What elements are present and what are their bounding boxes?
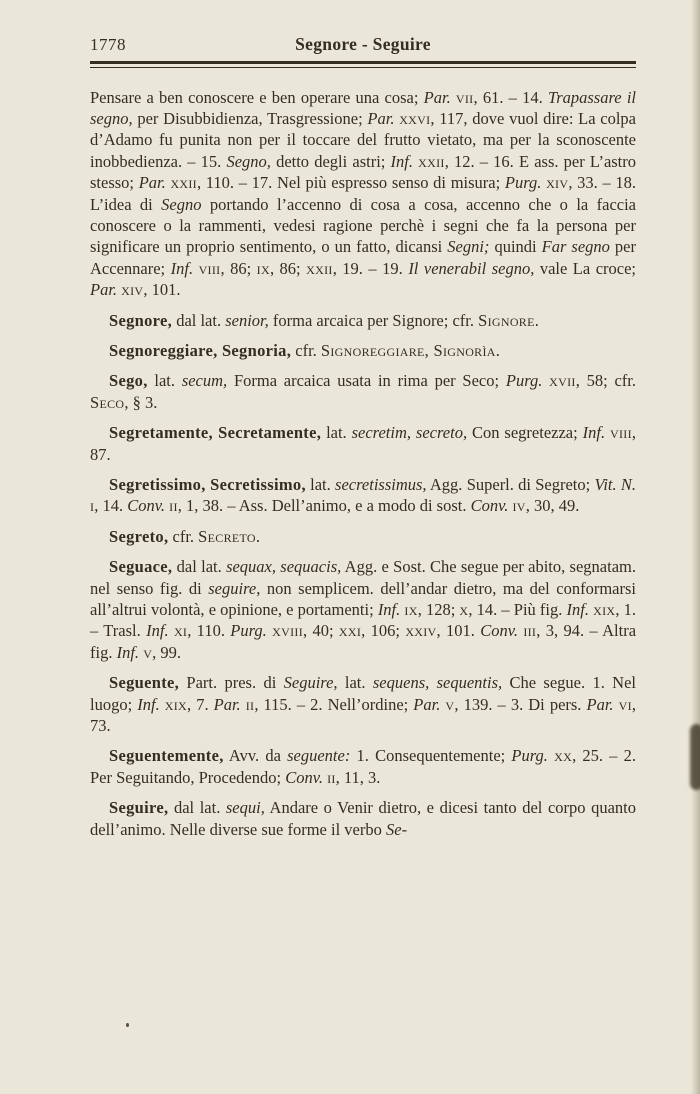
small-caps-reference: xvii <box>549 371 576 391</box>
entry-paragraph <box>90 340 636 361</box>
headword: Seguire, <box>109 798 169 818</box>
small-caps-reference: Signore. <box>478 310 540 330</box>
small-caps-reference: iv <box>512 496 526 516</box>
headword: Segreto, <box>109 526 169 546</box>
small-caps-reference: x <box>459 600 469 620</box>
text-run: Part. pres. di <box>179 673 284 693</box>
text-run: forma arcaica per Signore; cfr. <box>268 310 479 330</box>
italic-text: Inf. <box>170 258 194 278</box>
text-run: , 14. – Più fig. <box>468 600 567 620</box>
text-run: vale La croce; <box>534 258 637 278</box>
small-caps-reference: vii <box>455 87 474 107</box>
text-run: Forma arcaica usata in rima per Seco; <box>227 371 506 391</box>
paragraph <box>90 87 636 301</box>
italic-text: Par. <box>213 694 241 714</box>
italic-text: Purg. <box>505 371 543 391</box>
text-run: lat. <box>321 423 352 443</box>
italic-text: Par. <box>586 694 614 714</box>
scan-artifact-smudge <box>690 724 700 790</box>
text-run: , 110. <box>187 621 231 641</box>
small-caps-reference: xx <box>554 746 573 766</box>
small-caps-reference: vi <box>618 694 632 714</box>
text-run: , 87. <box>90 423 636 464</box>
italic-text: Purg. <box>230 621 267 641</box>
text-run: lat. <box>147 371 182 391</box>
small-caps-reference: xxi <box>338 621 362 641</box>
italic-text: seguire, <box>208 578 261 598</box>
small-caps-reference: xxiv <box>405 621 437 641</box>
italic-text: sequi, <box>225 798 265 818</box>
text-run: , 117, dove vuol dire: La colpa d’Adamo fu punita non per il toccare del frutto vietato, ma per la sconoscente inobbedienza. – 15. <box>90 108 637 171</box>
italic-text: Par. <box>413 694 441 714</box>
italic-text: Seguire, <box>283 673 338 693</box>
text-run: , 86; <box>220 258 257 278</box>
text-run: dal lat. <box>172 310 226 330</box>
text-run: , 86; <box>269 258 307 278</box>
small-caps-reference: xviii <box>272 621 303 641</box>
italic-text: sequens, sequentis, <box>372 673 503 693</box>
small-caps-reference: xxii <box>306 258 333 278</box>
text-run: , 3, 94. – Altra fig. <box>90 621 637 662</box>
text-run: , 7. <box>187 694 214 714</box>
text-run: Pensare a ben conoscere e ben operare una cosa; <box>90 87 424 107</box>
running-head: Segnore - Seguire <box>295 34 431 54</box>
text-run: , 128; <box>417 600 460 620</box>
italic-text: Par. <box>90 280 118 300</box>
headword: Segnore, <box>109 310 173 330</box>
text-run: Che segue. 1. Nel luogo; <box>90 673 636 714</box>
small-caps-reference: xxii <box>170 173 197 193</box>
italic-text: Far segno <box>541 237 610 257</box>
headword: Segretissimo, Secretissimo, <box>109 475 306 494</box>
text-run: , 115. – 2. Nell’ordine; <box>254 694 414 714</box>
page-header <box>90 34 636 57</box>
entry-paragraph <box>90 672 636 736</box>
headword: Seguente, <box>109 673 180 693</box>
page-body <box>90 87 636 841</box>
text-run: , 61. – 14. <box>473 87 548 107</box>
headword: Sego, <box>109 371 148 391</box>
header-rule-thick <box>90 61 636 64</box>
italic-text: Conv. <box>285 767 323 787</box>
text-run: portando l’accenno di cosa a cosa, accenno che o la faccia conoscere o la rammenti, vedesi ragione perchè i segni che fa la persona per significare un proprio sentimento, o un fatto, dicansi <box>90 194 637 257</box>
small-caps-reference: ix <box>404 600 418 620</box>
small-caps-reference: viii <box>198 258 221 278</box>
scan-artifact-dot <box>126 1023 129 1027</box>
small-caps-reference: ii <box>169 496 178 516</box>
italic-text: Par. <box>423 87 451 107</box>
entry-paragraph <box>90 797 636 840</box>
italic-text: Purg. <box>511 746 548 766</box>
italic-text: senior, <box>225 310 269 330</box>
text-run: quindi <box>489 237 542 257</box>
text-run: cfr. <box>168 526 199 546</box>
small-caps-reference: ii <box>245 694 255 714</box>
text-run: , 101. <box>436 621 481 641</box>
italic-text: Inf. <box>116 642 140 662</box>
text-run: , 30, 49. <box>525 496 580 516</box>
entry-paragraph <box>90 310 636 331</box>
text-run: dal lat. <box>172 557 227 577</box>
text-run: , 99. <box>152 642 182 662</box>
italic-text: Segno, <box>226 151 271 171</box>
text-run: , 25. – 2. Per Seguitando, Procedendo; <box>90 746 636 787</box>
entry-paragraph <box>90 422 636 465</box>
text-run: , 11, 3. <box>335 767 381 787</box>
small-caps-reference: Signoreggiare, Signorìa. <box>320 340 501 360</box>
italic-text: Segni; <box>447 237 490 257</box>
small-caps-reference: xxvi <box>399 108 431 128</box>
italic-text: Inf. <box>390 151 413 171</box>
text-run: Avv. da <box>223 746 288 766</box>
text-run: per Accennare; <box>90 237 636 278</box>
italic-text: Inf. <box>146 621 169 641</box>
italic-text: Inf. <box>137 694 160 714</box>
headword: Seguentemente, <box>109 746 224 766</box>
text-run: per Disubbidienza, Trasgressione; <box>132 108 368 128</box>
text-run: , 106; <box>361 621 406 641</box>
italic-text: Inf. <box>377 600 401 620</box>
italic-text: secretim, secreto, <box>351 423 468 443</box>
italic-text: Trapassare il segno, <box>90 87 636 128</box>
text-run: Agg. e Sost. Che segue per abito, segnatam. nel senso fig. di <box>90 557 636 598</box>
text-run: , 139. – 3. Di pers. <box>454 694 587 714</box>
italic-text: Vit. N. <box>594 475 637 494</box>
small-caps-reference: ii <box>327 767 336 787</box>
text-run: , 1. – Trasl. <box>90 600 637 641</box>
italic-text: Se- <box>386 819 408 839</box>
text-run: Agg. Superl. di Segreto; <box>426 475 595 494</box>
small-caps-reference: xi <box>173 621 188 641</box>
italic-text: Inf. <box>582 423 606 443</box>
text-run: 1. Consequentemente; <box>350 746 512 766</box>
small-caps-reference: xiv <box>121 280 144 300</box>
text-run: non semplicem. dell’andar dietro, ma del conformarsi all’altrui volontà, e opinione, e portamenti; <box>90 578 636 620</box>
small-caps-reference: i <box>90 496 95 516</box>
small-caps-reference: viii <box>610 423 632 443</box>
header-rule-thin <box>90 67 636 68</box>
italic-text: Par. <box>138 173 166 193</box>
headword: Segretamente, Secretamente, <box>109 423 322 443</box>
italic-text: Par. <box>367 108 395 128</box>
text-run: , 40; <box>303 621 339 641</box>
text-run: , 110. – 17. Nel più espresso senso di misura; <box>196 173 505 193</box>
text-run: lat. <box>305 475 336 494</box>
text-run: Con segretezza; <box>467 423 583 443</box>
italic-text: Purg. <box>504 173 542 193</box>
small-caps-reference: v <box>445 694 455 714</box>
text-run: Andare o Venir dietro, e dicesi tanto del corpo quanto dell’animo. Nelle diverse sue forme il verbo <box>90 798 636 839</box>
small-caps-reference: Seco <box>90 392 125 412</box>
text-run: cfr. <box>291 340 321 360</box>
italic-text: Conv. <box>470 496 509 516</box>
small-caps-reference: iii <box>523 621 537 641</box>
italic-text: sequax, sequacis, <box>226 557 342 577</box>
text-run: , 73. <box>90 694 636 736</box>
small-caps-reference: xxii <box>418 151 445 171</box>
italic-text: Inf. <box>566 600 589 620</box>
entry-paragraph <box>90 474 636 517</box>
text-run: , 33. – 18. L’idea di <box>90 173 637 214</box>
entry-paragraph <box>90 526 636 547</box>
text-run: , 1, 38. – Ass. Dell’animo, e a modo di sost. <box>177 496 471 516</box>
small-caps-reference: xix <box>164 694 187 714</box>
italic-text: Il venerabil segno, <box>408 258 535 278</box>
italic-text: seguente: <box>287 746 351 766</box>
text-run: , 12. – 16. E ass. per L’astro stesso; <box>90 151 637 193</box>
text-run: detto degli astri; <box>270 151 391 171</box>
entry-paragraph <box>90 745 636 788</box>
small-caps-reference: xix <box>593 600 616 620</box>
small-caps-reference: v <box>143 642 153 662</box>
italic-text: secretissimus, <box>335 475 427 494</box>
headword: Segnoreggiare, Segnoria, <box>109 340 292 360</box>
headword: Seguace, <box>109 557 173 577</box>
entry-paragraph <box>90 556 636 663</box>
text-run: , 58; cfr. <box>575 371 636 391</box>
italic-text: Conv. <box>480 621 518 641</box>
small-caps-reference: xiv <box>546 173 569 193</box>
entry-paragraph <box>90 370 636 413</box>
text-run: dal lat. <box>168 798 226 818</box>
text-run: lat. <box>337 673 373 693</box>
small-caps-reference: Secreto. <box>198 526 261 546</box>
small-caps-reference: ix <box>256 258 270 278</box>
italic-text: Segno <box>161 194 202 214</box>
italic-text: Conv. <box>127 496 166 516</box>
text-run: , § 3. <box>124 392 158 412</box>
text-run: , 101. <box>143 280 181 300</box>
page-number: 1778 <box>90 35 126 54</box>
italic-text: secum, <box>181 371 228 391</box>
text-run: , 19. – 19. <box>332 258 409 278</box>
text-run: , 14. <box>94 496 128 516</box>
